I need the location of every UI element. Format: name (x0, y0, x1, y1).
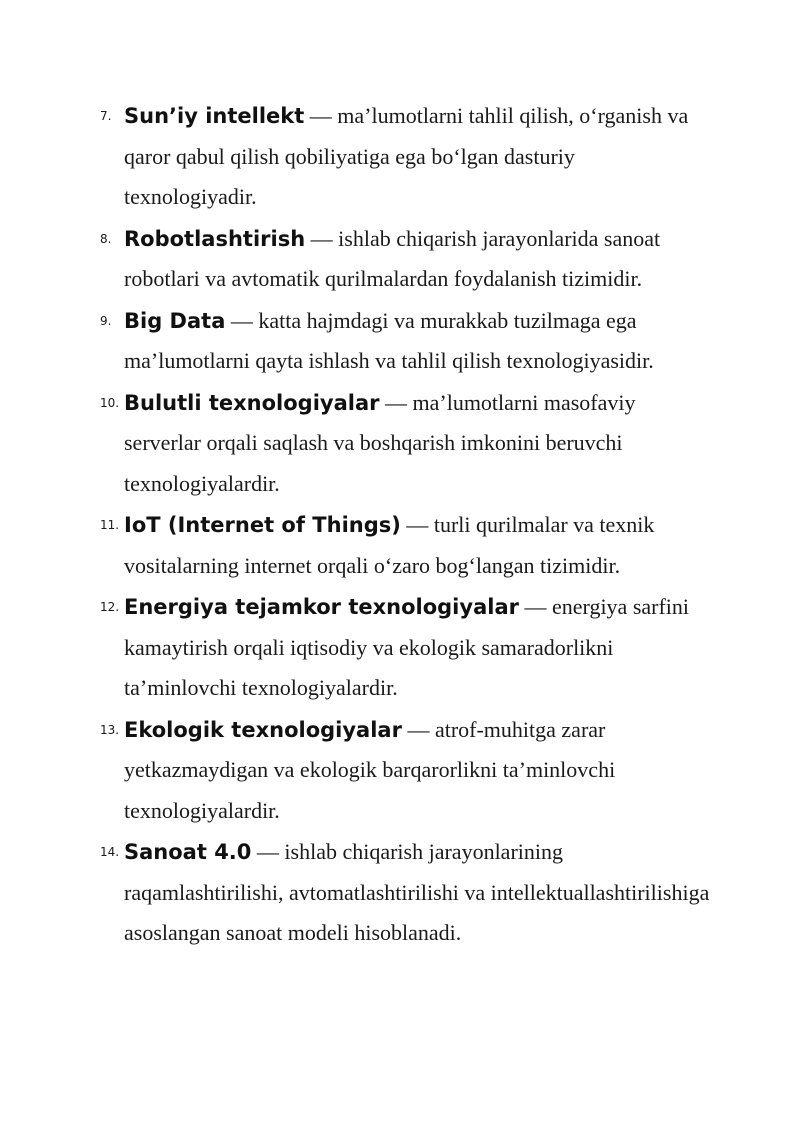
list-item (100, 301, 710, 382)
list-item (100, 505, 710, 586)
list-item (100, 219, 710, 300)
item-number: 12. (100, 600, 120, 614)
item-number: 7. (100, 109, 112, 123)
item-number: 9. (100, 313, 112, 328)
item-definition: — turli qurilmalar va texnik vositalarning internet orqali o‘zaro bog‘langan tizimidir. (124, 512, 655, 578)
item-number: 14. (100, 845, 120, 859)
list-item (100, 832, 710, 954)
list-item (100, 383, 710, 505)
item-definition: — atrof-muhitga zarar yetkazmaydigan va ekologik barqarorlikni ta’minlovchi texnologiyalardir. (124, 716, 616, 823)
definition-list (100, 96, 710, 955)
item-term: Bulutli texnologiyalar (124, 390, 380, 415)
item-term: Robotlashtirish (124, 226, 306, 251)
item-term: Big Data (124, 308, 226, 333)
item-definition: — ma’lumotlarni masofaviy serverlar orqali saqlash va boshqarish imkonini beruvchi texnologiyalardir. (124, 389, 636, 496)
item-definition: — katta hajmdagi va murakkab tuzilmaga ega ma’lumotlarni qayta ishlash va tahlil qilish texnologiyasidir. (124, 307, 654, 373)
item-number: 8. (100, 231, 112, 246)
list-item (100, 587, 710, 709)
item-number: 13. (100, 722, 120, 737)
list-item (100, 710, 710, 832)
item-definition: — ishlab chiqarish jarayonlarida sanoat robotlari va avtomatik qurilmalardan foydalanish tizimidir. (124, 225, 661, 291)
list-item (100, 96, 710, 218)
item-definition: — energiya sarfini kamaytirish orqali iqtisodiy va ekologik samaradorlikni ta’minlovchi texnologiyalardir. (124, 594, 690, 700)
item-term: Sanoat 4.0 (124, 840, 252, 864)
item-definition: — ishlab chiqarish jarayonlarining raqamlashtirilishi, avtomatlashtirilishi va intellektuallashtirilishiga asoslangan sanoat modeli hisoblanadi. (124, 839, 710, 945)
item-term: IoT (Internet of Things) (124, 513, 401, 537)
item-term: Ekologik texnologiyalar (124, 717, 402, 742)
item-definition: — ma’lumotlarni tahlil qilish, o‘rganish va qaror qabul qilish qobiliyatiga ega bo‘lgan dasturiy texnologiyadir. (124, 103, 689, 209)
item-number: 11. (100, 518, 120, 532)
item-term: Energiya tejamkor texnologiyalar (124, 595, 519, 619)
item-number: 10. (100, 395, 120, 410)
item-term: Sun’iy intellekt (124, 104, 305, 128)
